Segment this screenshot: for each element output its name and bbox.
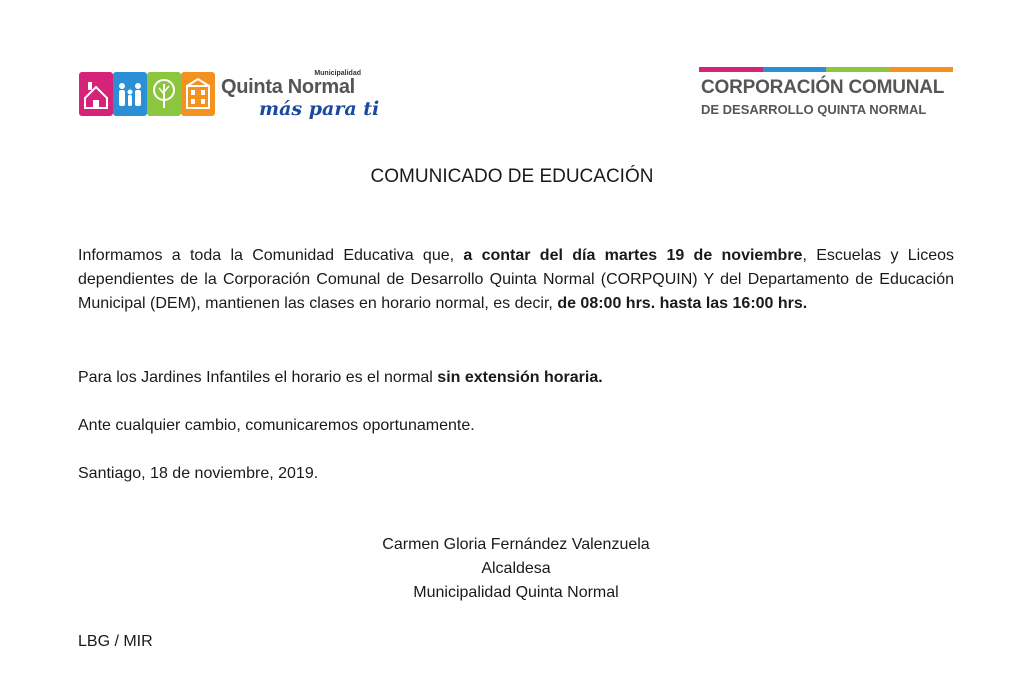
logo-name: Quinta Normal	[221, 76, 355, 98]
logo-wordmark	[221, 70, 380, 126]
family-icon	[113, 72, 147, 116]
building-icon	[181, 72, 215, 116]
logo-color-stripes	[699, 67, 953, 72]
logo-tiles	[79, 72, 215, 118]
corporacion-name-line1: CORPORACIÓN COMUNAL	[701, 77, 945, 98]
logo-muni-label: Municipalidad	[314, 70, 361, 77]
p1-text-c: , Escuelas y Liceos dependientes de la Corporación Comunal de Desarrollo Quinta Normal (CORPQUIN) Y del Departamento de Educación Municipal (DEM), mantienen las clases en horario normal, es decir,	[78, 247, 955, 312]
signatory-organization: Municipalidad Quinta Normal	[413, 584, 619, 601]
paragraph-announcement	[78, 244, 954, 316]
signatory-name: Carmen Gloria Fernández Valenzuela	[382, 536, 650, 553]
tree-icon	[147, 72, 181, 116]
reference-initials: LBG / MIR	[78, 633, 153, 650]
p1-hours-highlight: de 08:00 hrs. hasta las 16:00 hrs.	[557, 295, 808, 312]
p2-text-a: Para los Jardines Infantiles el horario es el normal	[78, 369, 438, 386]
paragraph-changes: Ante cualquier cambio, comunicaremos oportunamente.	[78, 417, 475, 434]
place-date: Santiago, 18 de noviembre, 2019.	[78, 465, 319, 482]
p2-highlight: sin extensión horaria.	[437, 369, 603, 386]
document-title: COMUNICADO DE EDUCACIÓN	[370, 166, 654, 187]
p1-date-highlight: a contar del día martes 19 de noviembre	[463, 247, 803, 264]
corporacion-name-line2: DE DESARROLLO QUINTA NORMAL	[701, 102, 927, 117]
municipalidad-logo	[79, 70, 380, 126]
paragraph-jardines	[78, 366, 954, 390]
logo-tagline: más para ti	[259, 98, 380, 120]
signatory-role: Alcaldesa	[481, 560, 551, 577]
corporacion-logo	[699, 67, 955, 119]
p1-text-a: Informamos a toda la Comunidad Educativa que,	[78, 247, 464, 264]
house-icon	[79, 72, 113, 116]
